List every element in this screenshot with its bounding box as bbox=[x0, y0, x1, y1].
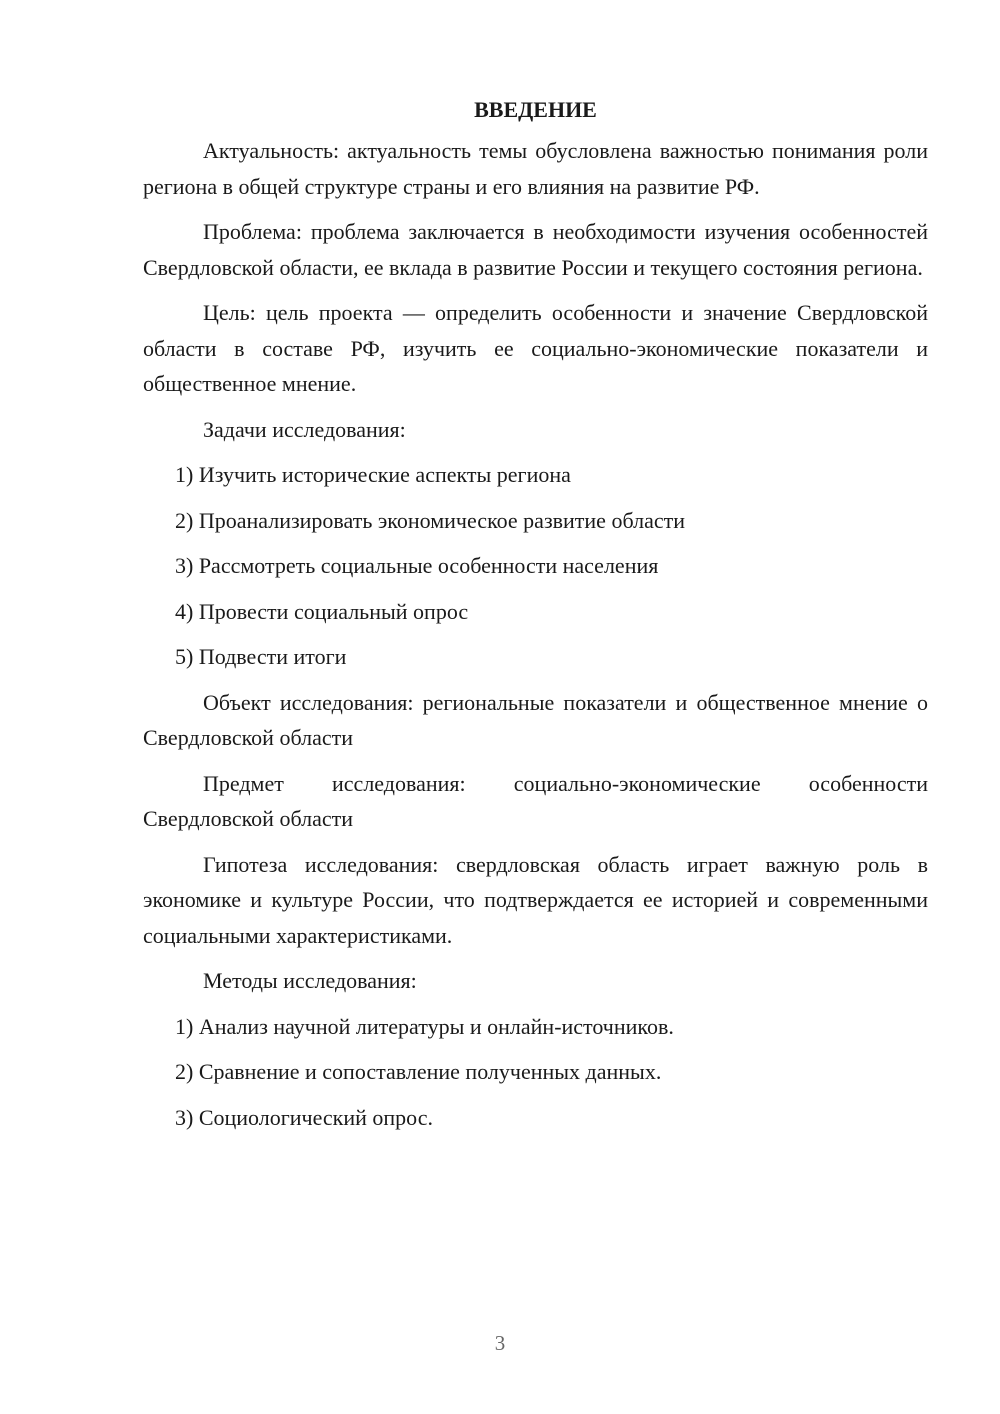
goal-paragraph: Цель: цель проекта — определить особенности и значение Свердловской области в составе РФ, изучить ее социально-экономические показатели и общественное мнение. bbox=[143, 300, 928, 396]
list-item: 4) Провести социальный опрос bbox=[175, 598, 469, 624]
list-item: 1) Изучить исторические аспекты региона bbox=[175, 462, 571, 487]
methods-heading: Методы исследования: bbox=[203, 968, 417, 993]
list-item: 3) Социологический опрос. bbox=[175, 1104, 433, 1130]
list-item: 2) Проанализировать экономическое развитие области bbox=[175, 507, 685, 533]
problem-paragraph: Проблема: проблема заключается в необходимости изучения особенностей Свердловской области, ее вклада в развитие России и текущего состояния региона. bbox=[143, 219, 928, 280]
list-item: 2) Сравнение и сопоставление полученных данных. bbox=[175, 1059, 662, 1084]
page-number: 3 bbox=[494, 1331, 506, 1355]
list-item: 3) Рассмотреть социальные особенности населения bbox=[175, 553, 659, 578]
tasks-list bbox=[143, 457, 928, 675]
page-content bbox=[143, 92, 928, 1145]
page-title: ВВЕДЕНИЕ bbox=[474, 97, 597, 122]
methods-list bbox=[143, 1009, 928, 1136]
relevance-paragraph: Актуальность: актуальность темы обусловлена важностью понимания роли региона в общей структуре страны и его влияния на развитие РФ. bbox=[143, 138, 928, 199]
object-paragraph: Объект исследования: региональные показатели и общественное мнение о Свердловской области bbox=[143, 689, 928, 750]
tasks-heading: Задачи исследования: bbox=[203, 416, 406, 442]
list-item: 5) Подвести итоги bbox=[175, 644, 347, 669]
subject-paragraph: Предмет исследования: социально-экономические особенности Свердловской области bbox=[143, 770, 928, 831]
hypothesis-paragraph: Гипотеза исследования: свердловская область играет важную роль в экономике и культуре России, что подтверждается ее историей и современными социальными характеристиками. bbox=[143, 851, 928, 948]
list-item: 1) Анализ научной литературы и онлайн-источников. bbox=[175, 1013, 674, 1039]
